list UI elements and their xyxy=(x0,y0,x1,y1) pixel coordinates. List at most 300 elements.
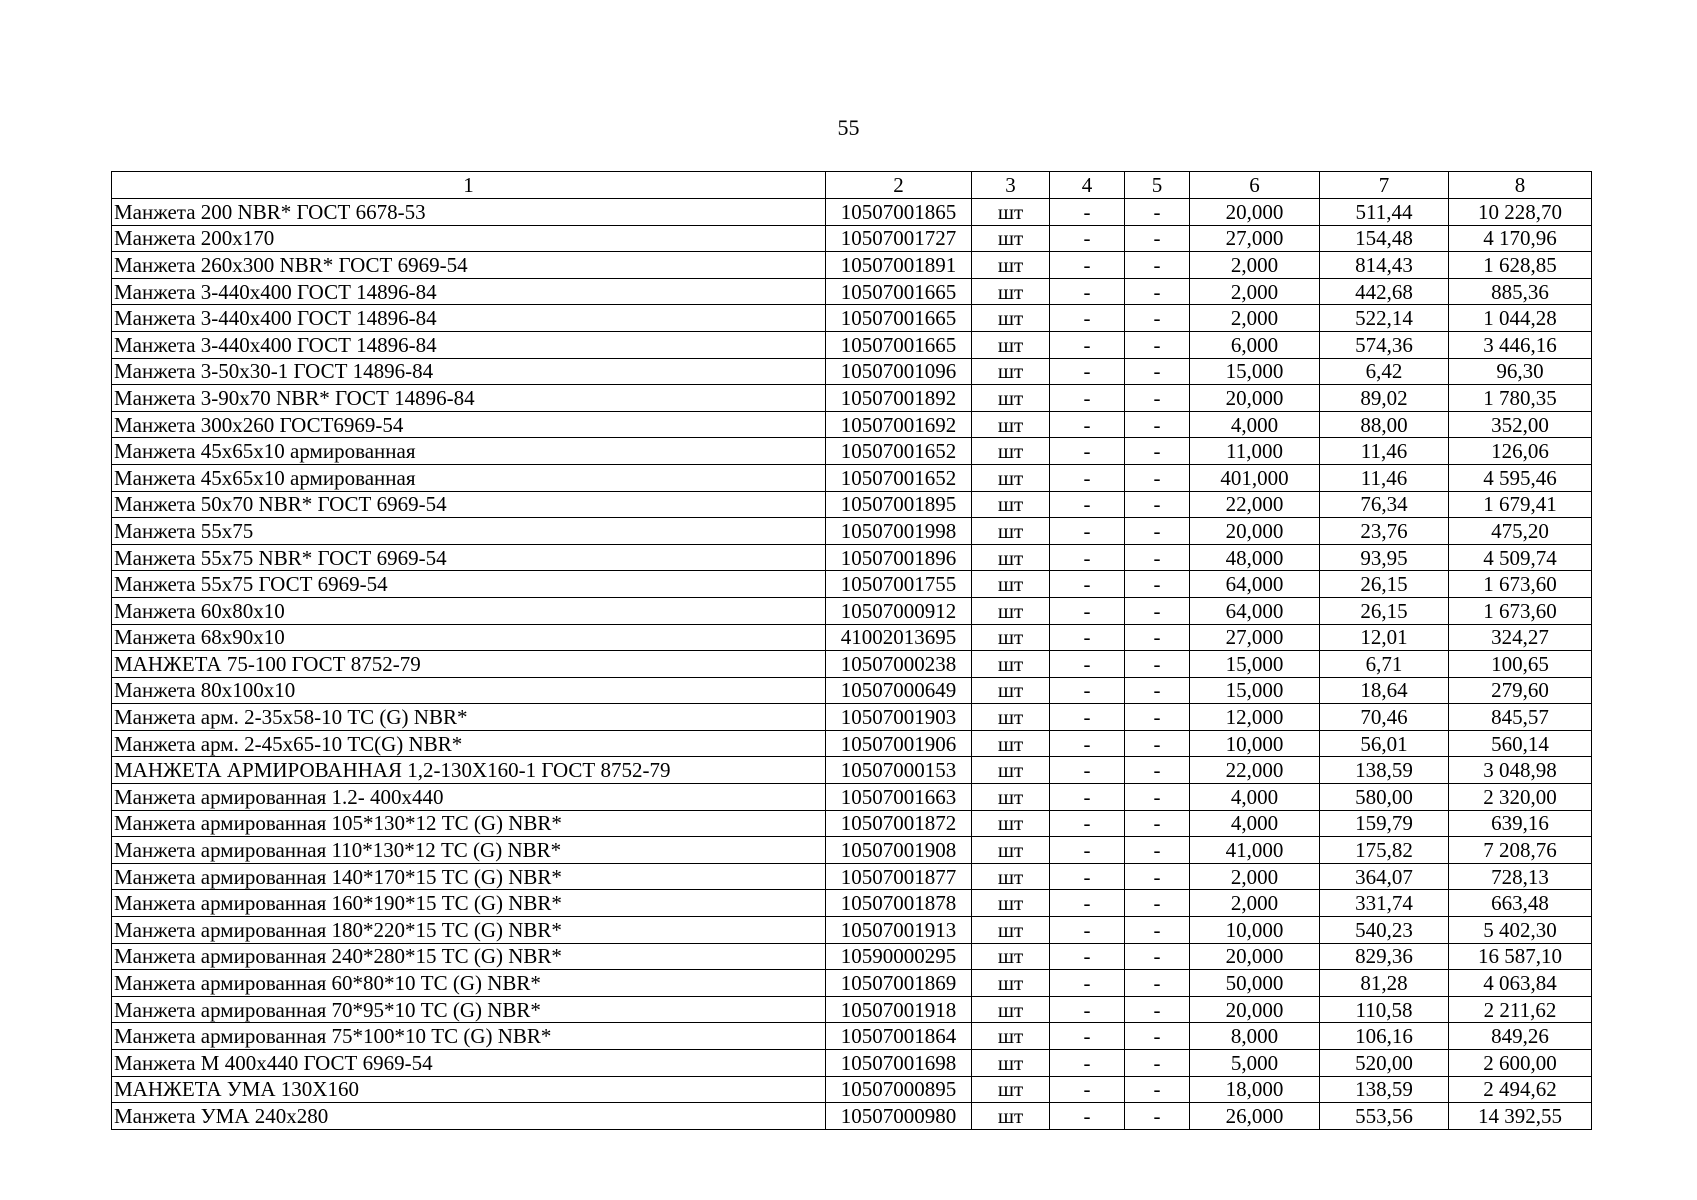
col5-cell: - xyxy=(1125,863,1190,890)
item-name-cell: Манжета 3-440х400 ГОСТ 14896-84 xyxy=(112,278,826,305)
col4-cell: - xyxy=(1050,1103,1125,1130)
col5-cell: - xyxy=(1125,837,1190,864)
item-name-cell: Манжета 50х70 NBR* ГОСТ 6969-54 xyxy=(112,491,826,518)
item-name-cell: Манжета армированная 105*130*12 ТС (G) NBR* xyxy=(112,810,826,837)
col4-cell: - xyxy=(1050,225,1125,252)
col4-cell: - xyxy=(1050,385,1125,412)
item-code-cell: 10507001918 xyxy=(826,996,972,1023)
col4-cell: - xyxy=(1050,438,1125,465)
item-code-cell: 10507001663 xyxy=(826,784,972,811)
sum-cell: 663,48 xyxy=(1449,890,1592,917)
col4-cell: - xyxy=(1050,464,1125,491)
table-row xyxy=(112,651,1592,678)
quantity-cell: 20,000 xyxy=(1190,943,1320,970)
quantity-cell: 26,000 xyxy=(1190,1103,1320,1130)
col4-cell: - xyxy=(1050,677,1125,704)
unit-cell: шт xyxy=(972,837,1050,864)
col4-cell: - xyxy=(1050,199,1125,226)
table-row xyxy=(112,1103,1592,1130)
item-code-cell: 10507001892 xyxy=(826,385,972,412)
table-row xyxy=(112,1023,1592,1050)
item-name-cell: Манжета армированная 240*280*15 ТС (G) NBR* xyxy=(112,943,826,970)
table-row xyxy=(112,571,1592,598)
price-cell: 520,00 xyxy=(1320,1050,1449,1077)
col5-cell: - xyxy=(1125,996,1190,1023)
table-row xyxy=(112,331,1592,358)
price-cell: 175,82 xyxy=(1320,837,1449,864)
sum-cell: 1 628,85 xyxy=(1449,252,1592,279)
col4-cell: - xyxy=(1050,970,1125,997)
quantity-cell: 2,000 xyxy=(1190,305,1320,332)
unit-cell: шт xyxy=(972,464,1050,491)
col5-cell: - xyxy=(1125,491,1190,518)
price-cell: 6,42 xyxy=(1320,358,1449,385)
item-code-cell: 10507001692 xyxy=(826,411,972,438)
price-cell: 26,15 xyxy=(1320,597,1449,624)
price-cell: 12,01 xyxy=(1320,624,1449,651)
item-name-cell: Манжета армированная 110*130*12 ТС (G) NBR* xyxy=(112,837,826,864)
col5-cell: - xyxy=(1125,199,1190,226)
table-row xyxy=(112,943,1592,970)
unit-cell: шт xyxy=(972,970,1050,997)
column-header-7: 7 xyxy=(1320,172,1449,199)
item-name-cell: МАНЖЕТА УМА 130Х160 xyxy=(112,1076,826,1103)
table-body xyxy=(112,199,1592,1130)
table-row xyxy=(112,970,1592,997)
quantity-cell: 4,000 xyxy=(1190,810,1320,837)
item-code-cell: 10507001908 xyxy=(826,837,972,864)
table-row xyxy=(112,358,1592,385)
item-name-cell: Манжета 260х300 NBR* ГОСТ 6969-54 xyxy=(112,252,826,279)
table-row xyxy=(112,597,1592,624)
item-code-cell: 10507000895 xyxy=(826,1076,972,1103)
table-row xyxy=(112,810,1592,837)
col5-cell: - xyxy=(1125,252,1190,279)
col4-cell: - xyxy=(1050,943,1125,970)
quantity-cell: 27,000 xyxy=(1190,624,1320,651)
quantity-cell: 2,000 xyxy=(1190,863,1320,890)
sum-cell: 2 320,00 xyxy=(1449,784,1592,811)
price-cell: 442,68 xyxy=(1320,278,1449,305)
col4-cell: - xyxy=(1050,411,1125,438)
price-cell: 574,36 xyxy=(1320,331,1449,358)
quantity-cell: 10,000 xyxy=(1190,730,1320,757)
table-row xyxy=(112,199,1592,226)
unit-cell: шт xyxy=(972,358,1050,385)
sum-cell: 1 044,28 xyxy=(1449,305,1592,332)
col4-cell: - xyxy=(1050,1023,1125,1050)
item-code-cell: 10507001878 xyxy=(826,890,972,917)
table-row xyxy=(112,252,1592,279)
item-code-cell: 10507001727 xyxy=(826,225,972,252)
price-cell: 110,58 xyxy=(1320,996,1449,1023)
price-cell: 331,74 xyxy=(1320,890,1449,917)
sum-cell: 126,06 xyxy=(1449,438,1592,465)
item-name-cell: Манжета М 400х440 ГОСТ 6969-54 xyxy=(112,1050,826,1077)
table-row xyxy=(112,624,1592,651)
column-header-5: 5 xyxy=(1125,172,1190,199)
item-name-cell: Манжета армированная 1.2- 400х440 xyxy=(112,784,826,811)
item-code-cell: 10507000912 xyxy=(826,597,972,624)
col4-cell: - xyxy=(1050,917,1125,944)
item-code-cell: 10507000153 xyxy=(826,757,972,784)
price-cell: 81,28 xyxy=(1320,970,1449,997)
col4-cell: - xyxy=(1050,358,1125,385)
sum-cell: 849,26 xyxy=(1449,1023,1592,1050)
item-name-cell: Манжета 3-440х400 ГОСТ 14896-84 xyxy=(112,331,826,358)
item-code-cell: 10507001698 xyxy=(826,1050,972,1077)
item-name-cell: МАНЖЕТА АРМИРОВАННАЯ 1,2-130Х160-1 ГОСТ 8752-79 xyxy=(112,757,826,784)
price-cell: 511,44 xyxy=(1320,199,1449,226)
table-row xyxy=(112,890,1592,917)
col5-cell: - xyxy=(1125,677,1190,704)
item-code-cell: 10507001096 xyxy=(826,358,972,385)
col5-cell: - xyxy=(1125,970,1190,997)
unit-cell: шт xyxy=(972,438,1050,465)
quantity-cell: 48,000 xyxy=(1190,544,1320,571)
unit-cell: шт xyxy=(972,597,1050,624)
unit-cell: шт xyxy=(972,1050,1050,1077)
item-name-cell: Манжета арм. 2-35х58-10 ТС (G) NBR* xyxy=(112,704,826,731)
item-code-cell: 10507001895 xyxy=(826,491,972,518)
unit-cell: шт xyxy=(972,411,1050,438)
sum-cell: 96,30 xyxy=(1449,358,1592,385)
table-row xyxy=(112,784,1592,811)
item-code-cell: 10507000980 xyxy=(826,1103,972,1130)
table-header xyxy=(112,172,1592,199)
price-cell: 70,46 xyxy=(1320,704,1449,731)
col4-cell: - xyxy=(1050,863,1125,890)
item-code-cell: 10507001864 xyxy=(826,1023,972,1050)
unit-cell: шт xyxy=(972,651,1050,678)
quantity-cell: 22,000 xyxy=(1190,757,1320,784)
sum-cell: 4 063,84 xyxy=(1449,970,1592,997)
unit-cell: шт xyxy=(972,199,1050,226)
sum-cell: 5 402,30 xyxy=(1449,917,1592,944)
quantity-cell: 20,000 xyxy=(1190,199,1320,226)
table-row xyxy=(112,518,1592,545)
item-name-cell: Манжета 3-90х70 NBR* ГОСТ 14896-84 xyxy=(112,385,826,412)
item-code-cell: 10507001906 xyxy=(826,730,972,757)
unit-cell: шт xyxy=(972,331,1050,358)
quantity-cell: 10,000 xyxy=(1190,917,1320,944)
item-code-cell: 10507001913 xyxy=(826,917,972,944)
col4-cell: - xyxy=(1050,890,1125,917)
item-code-cell: 10507001877 xyxy=(826,863,972,890)
unit-cell: шт xyxy=(972,571,1050,598)
unit-cell: шт xyxy=(972,624,1050,651)
sum-cell: 4 595,46 xyxy=(1449,464,1592,491)
quantity-cell: 50,000 xyxy=(1190,970,1320,997)
col4-cell: - xyxy=(1050,624,1125,651)
price-cell: 26,15 xyxy=(1320,571,1449,598)
unit-cell: шт xyxy=(972,1103,1050,1130)
price-cell: 11,46 xyxy=(1320,464,1449,491)
table-row xyxy=(112,464,1592,491)
col5-cell: - xyxy=(1125,438,1190,465)
col5-cell: - xyxy=(1125,411,1190,438)
column-header-1: 1 xyxy=(112,172,826,199)
sum-cell: 1 673,60 xyxy=(1449,597,1592,624)
table-row xyxy=(112,1076,1592,1103)
col4-cell: - xyxy=(1050,278,1125,305)
table-row xyxy=(112,438,1592,465)
item-code-cell: 10507001652 xyxy=(826,438,972,465)
col5-cell: - xyxy=(1125,225,1190,252)
unit-cell: шт xyxy=(972,491,1050,518)
item-code-cell: 10507001665 xyxy=(826,278,972,305)
inventory-table xyxy=(111,171,1592,1130)
item-name-cell: МАНЖЕТА 75-100 ГОСТ 8752-79 xyxy=(112,651,826,678)
quantity-cell: 2,000 xyxy=(1190,252,1320,279)
item-code-cell: 10507001755 xyxy=(826,571,972,598)
page-number: 55 xyxy=(837,115,860,140)
sum-cell: 3 446,16 xyxy=(1449,331,1592,358)
sum-cell: 10 228,70 xyxy=(1449,199,1592,226)
item-code-cell: 10507001903 xyxy=(826,704,972,731)
col5-cell: - xyxy=(1125,571,1190,598)
header-row xyxy=(112,172,1592,199)
quantity-cell: 401,000 xyxy=(1190,464,1320,491)
item-code-cell: 10507001872 xyxy=(826,810,972,837)
price-cell: 553,56 xyxy=(1320,1103,1449,1130)
sum-cell: 14 392,55 xyxy=(1449,1103,1592,1130)
quantity-cell: 18,000 xyxy=(1190,1076,1320,1103)
sum-cell: 560,14 xyxy=(1449,730,1592,757)
column-header-4: 4 xyxy=(1050,172,1125,199)
sum-cell: 2 494,62 xyxy=(1449,1076,1592,1103)
unit-cell: шт xyxy=(972,757,1050,784)
table-row xyxy=(112,305,1592,332)
table-row xyxy=(112,917,1592,944)
item-name-cell: Манжета 55х75 NBR* ГОСТ 6969-54 xyxy=(112,544,826,571)
item-code-cell: 10507001652 xyxy=(826,464,972,491)
unit-cell: шт xyxy=(972,518,1050,545)
col5-cell: - xyxy=(1125,917,1190,944)
item-code-cell: 10507000649 xyxy=(826,677,972,704)
unit-cell: шт xyxy=(972,863,1050,890)
item-name-cell: Манжета 3-440х400 ГОСТ 14896-84 xyxy=(112,305,826,332)
quantity-cell: 6,000 xyxy=(1190,331,1320,358)
quantity-cell: 15,000 xyxy=(1190,677,1320,704)
col4-cell: - xyxy=(1050,518,1125,545)
sum-cell: 100,65 xyxy=(1449,651,1592,678)
quantity-cell: 2,000 xyxy=(1190,890,1320,917)
table-row xyxy=(112,278,1592,305)
col5-cell: - xyxy=(1125,518,1190,545)
unit-cell: шт xyxy=(972,225,1050,252)
col5-cell: - xyxy=(1125,704,1190,731)
col5-cell: - xyxy=(1125,1076,1190,1103)
price-cell: 138,59 xyxy=(1320,1076,1449,1103)
col5-cell: - xyxy=(1125,890,1190,917)
unit-cell: шт xyxy=(972,730,1050,757)
quantity-cell: 64,000 xyxy=(1190,597,1320,624)
col5-cell: - xyxy=(1125,305,1190,332)
item-code-cell: 10507000238 xyxy=(826,651,972,678)
col5-cell: - xyxy=(1125,1023,1190,1050)
col4-cell: - xyxy=(1050,331,1125,358)
sum-cell: 4 509,74 xyxy=(1449,544,1592,571)
unit-cell: шт xyxy=(972,943,1050,970)
column-header-8: 8 xyxy=(1449,172,1592,199)
item-code-cell: 10590000295 xyxy=(826,943,972,970)
item-name-cell: Манжета армированная 140*170*15 ТС (G) NBR* xyxy=(112,863,826,890)
table-row xyxy=(112,411,1592,438)
quantity-cell: 2,000 xyxy=(1190,278,1320,305)
price-cell: 76,34 xyxy=(1320,491,1449,518)
unit-cell: шт xyxy=(972,810,1050,837)
quantity-cell: 20,000 xyxy=(1190,385,1320,412)
table-row xyxy=(112,837,1592,864)
col5-cell: - xyxy=(1125,278,1190,305)
quantity-cell: 12,000 xyxy=(1190,704,1320,731)
price-cell: 18,64 xyxy=(1320,677,1449,704)
table-row xyxy=(112,385,1592,412)
sum-cell: 885,36 xyxy=(1449,278,1592,305)
item-name-cell: Манжета 300х260 ГОСТ6969-54 xyxy=(112,411,826,438)
col4-cell: - xyxy=(1050,1050,1125,1077)
col4-cell: - xyxy=(1050,730,1125,757)
sum-cell: 352,00 xyxy=(1449,411,1592,438)
col5-cell: - xyxy=(1125,730,1190,757)
col4-cell: - xyxy=(1050,571,1125,598)
sum-cell: 1 679,41 xyxy=(1449,491,1592,518)
quantity-cell: 11,000 xyxy=(1190,438,1320,465)
col5-cell: - xyxy=(1125,1103,1190,1130)
sum-cell: 16 587,10 xyxy=(1449,943,1592,970)
item-code-cell: 10507001865 xyxy=(826,199,972,226)
price-cell: 93,95 xyxy=(1320,544,1449,571)
col4-cell: - xyxy=(1050,757,1125,784)
col4-cell: - xyxy=(1050,837,1125,864)
item-code-cell: 10507001891 xyxy=(826,252,972,279)
table-row xyxy=(112,1050,1592,1077)
table-row xyxy=(112,704,1592,731)
col5-cell: - xyxy=(1125,651,1190,678)
price-cell: 580,00 xyxy=(1320,784,1449,811)
unit-cell: шт xyxy=(972,917,1050,944)
price-cell: 522,14 xyxy=(1320,305,1449,332)
item-name-cell: Манжета УМА 240х280 xyxy=(112,1103,826,1130)
price-cell: 88,00 xyxy=(1320,411,1449,438)
item-name-cell: Манжета 45х65х10 армированная xyxy=(112,464,826,491)
item-name-cell: Манжета 68х90х10 xyxy=(112,624,826,651)
sum-cell: 4 170,96 xyxy=(1449,225,1592,252)
col5-cell: - xyxy=(1125,784,1190,811)
col4-cell: - xyxy=(1050,651,1125,678)
price-cell: 154,48 xyxy=(1320,225,1449,252)
item-name-cell: Манжета 55х75 xyxy=(112,518,826,545)
table-row xyxy=(112,996,1592,1023)
unit-cell: шт xyxy=(972,252,1050,279)
price-cell: 159,79 xyxy=(1320,810,1449,837)
quantity-cell: 27,000 xyxy=(1190,225,1320,252)
sum-cell: 3 048,98 xyxy=(1449,757,1592,784)
sum-cell: 2 600,00 xyxy=(1449,1050,1592,1077)
price-cell: 364,07 xyxy=(1320,863,1449,890)
quantity-cell: 15,000 xyxy=(1190,651,1320,678)
unit-cell: шт xyxy=(972,544,1050,571)
item-code-cell: 10507001869 xyxy=(826,970,972,997)
quantity-cell: 64,000 xyxy=(1190,571,1320,598)
col5-cell: - xyxy=(1125,624,1190,651)
unit-cell: шт xyxy=(972,890,1050,917)
item-name-cell: Манжета армированная 60*80*10 ТС (G) NBR* xyxy=(112,970,826,997)
column-header-2: 2 xyxy=(826,172,972,199)
item-code-cell: 10507001665 xyxy=(826,305,972,332)
col5-cell: - xyxy=(1125,464,1190,491)
price-cell: 11,46 xyxy=(1320,438,1449,465)
table-row xyxy=(112,757,1592,784)
col5-cell: - xyxy=(1125,385,1190,412)
unit-cell: шт xyxy=(972,677,1050,704)
unit-cell: шт xyxy=(972,1076,1050,1103)
item-code-cell: 10507001896 xyxy=(826,544,972,571)
price-cell: 814,43 xyxy=(1320,252,1449,279)
col4-cell: - xyxy=(1050,704,1125,731)
item-name-cell: Манжета армированная 180*220*15 ТС (G) NBR* xyxy=(112,917,826,944)
col4-cell: - xyxy=(1050,491,1125,518)
table-row xyxy=(112,677,1592,704)
item-name-cell: Манжета арм. 2-45х65-10 ТС(G) NBR* xyxy=(112,730,826,757)
sum-cell: 279,60 xyxy=(1449,677,1592,704)
quantity-cell: 22,000 xyxy=(1190,491,1320,518)
col4-cell: - xyxy=(1050,544,1125,571)
price-cell: 23,76 xyxy=(1320,518,1449,545)
item-name-cell: Манжета армированная 160*190*15 ТС (G) NBR* xyxy=(112,890,826,917)
col4-cell: - xyxy=(1050,1076,1125,1103)
col4-cell: - xyxy=(1050,597,1125,624)
item-name-cell: Манжета 200х170 xyxy=(112,225,826,252)
quantity-cell: 41,000 xyxy=(1190,837,1320,864)
sum-cell: 1 780,35 xyxy=(1449,385,1592,412)
table-row xyxy=(112,863,1592,890)
col4-cell: - xyxy=(1050,996,1125,1023)
unit-cell: шт xyxy=(972,996,1050,1023)
sum-cell: 7 208,76 xyxy=(1449,837,1592,864)
col4-cell: - xyxy=(1050,810,1125,837)
price-cell: 829,36 xyxy=(1320,943,1449,970)
quantity-cell: 20,000 xyxy=(1190,996,1320,1023)
col4-cell: - xyxy=(1050,784,1125,811)
price-cell: 56,01 xyxy=(1320,730,1449,757)
col5-cell: - xyxy=(1125,331,1190,358)
price-cell: 106,16 xyxy=(1320,1023,1449,1050)
col5-cell: - xyxy=(1125,544,1190,571)
item-code-cell: 10507001665 xyxy=(826,331,972,358)
sum-cell: 728,13 xyxy=(1449,863,1592,890)
item-code-cell: 41002013695 xyxy=(826,624,972,651)
item-name-cell: Манжета 60х80х10 xyxy=(112,597,826,624)
quantity-cell: 4,000 xyxy=(1190,411,1320,438)
quantity-cell: 4,000 xyxy=(1190,784,1320,811)
table-row xyxy=(112,730,1592,757)
item-name-cell: Манжета 3-50х30-1 ГОСТ 14896-84 xyxy=(112,358,826,385)
col5-cell: - xyxy=(1125,810,1190,837)
quantity-cell: 8,000 xyxy=(1190,1023,1320,1050)
column-header-6: 6 xyxy=(1190,172,1320,199)
sum-cell: 845,57 xyxy=(1449,704,1592,731)
unit-cell: шт xyxy=(972,278,1050,305)
item-name-cell: Манжета 55х75 ГОСТ 6969-54 xyxy=(112,571,826,598)
unit-cell: шт xyxy=(972,305,1050,332)
quantity-cell: 20,000 xyxy=(1190,518,1320,545)
col5-cell: - xyxy=(1125,358,1190,385)
col5-cell: - xyxy=(1125,597,1190,624)
unit-cell: шт xyxy=(972,1023,1050,1050)
price-cell: 540,23 xyxy=(1320,917,1449,944)
